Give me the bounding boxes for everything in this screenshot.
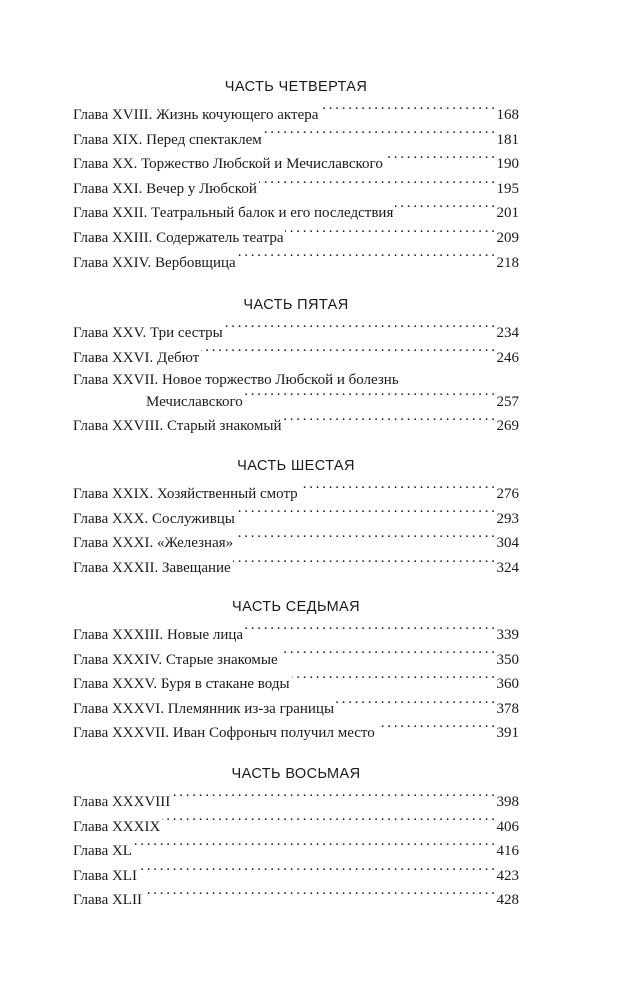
dot-leader	[172, 791, 494, 806]
dot-leader	[385, 153, 495, 168]
dot-leader	[283, 415, 494, 430]
dot-leader	[237, 508, 495, 523]
chapter-label: Глава XXXV. Буря в стакане воды	[73, 676, 290, 693]
page-number: 428	[496, 892, 519, 909]
toc-entry	[73, 648, 519, 673]
toc-entry	[73, 128, 519, 153]
toc-entry	[73, 251, 519, 276]
page-number: 168	[496, 107, 519, 123]
page-number: 391	[496, 725, 519, 742]
chapter-label: Глава XXV. Три сестры	[73, 325, 223, 341]
toc-entry	[73, 201, 519, 226]
toc-entry	[73, 790, 519, 815]
part-4-section	[73, 76, 519, 275]
toc-entry	[73, 888, 519, 913]
toc-entry	[73, 177, 519, 202]
toc-entry	[73, 346, 519, 371]
page-number: 195	[496, 180, 519, 197]
toc-entry	[73, 152, 519, 177]
toc-entry	[73, 721, 519, 746]
dot-leader	[201, 347, 494, 362]
toc-entry	[73, 672, 519, 697]
part-title: ЧАСТЬ ВОСЬМАЯ	[231, 766, 361, 782]
dot-leader	[235, 532, 494, 547]
toc-entry	[73, 623, 519, 648]
chapter-label: Глава XXIX. Хозяйственный смотр	[73, 486, 298, 502]
page-number: 339	[496, 627, 519, 643]
dot-leader	[377, 722, 495, 737]
chapter-label: Глава XXVI. Дебют	[73, 349, 200, 366]
page-number: 416	[496, 843, 519, 860]
chapter-label: Глава XL	[73, 843, 132, 860]
part-title: ЧАСТЬ СЕДЬМАЯ	[232, 599, 360, 615]
part-title: ЧАСТЬ ЧЕТВЕРТАЯ	[224, 79, 368, 95]
dot-leader	[245, 391, 495, 406]
chapter-label: Глава XXX. Сослуживцы	[73, 510, 235, 527]
chapter-label: Глава XXXVIII	[73, 794, 171, 810]
dot-leader	[233, 557, 495, 572]
chapter-label: Глава XXXIV. Старые знакомые	[73, 651, 278, 668]
part-8-section	[73, 763, 519, 913]
dot-leader	[139, 865, 495, 880]
chapter-label: Глава XXII. Театральный балок и его последствия	[73, 205, 394, 222]
dot-leader	[225, 322, 495, 337]
page-number: 423	[496, 867, 519, 884]
dot-leader	[280, 649, 495, 664]
dot-leader	[144, 889, 495, 904]
toc-entry	[73, 321, 519, 346]
toc-entry	[73, 815, 519, 840]
page-number: 398	[496, 794, 519, 810]
chapter-label: Глава XXXVII. Иван Софроныч получил место	[73, 725, 375, 742]
part-title: ЧАСТЬ ПЯТАЯ	[243, 297, 349, 313]
page-number: 181	[496, 131, 519, 148]
dot-leader	[300, 483, 495, 498]
toc-entry	[73, 507, 519, 532]
dot-leader	[134, 840, 495, 855]
toc-entry	[73, 414, 519, 439]
page-number: 246	[496, 349, 519, 366]
page-number: 276	[496, 486, 519, 502]
chapter-label: Глава XXXI. «Железная»	[73, 535, 234, 552]
chapter-label: Глава XXXIII. Новые лица	[73, 627, 244, 643]
toc-entry	[73, 556, 519, 581]
dot-leader	[162, 816, 494, 831]
chapter-label: Глава XXXII. Завещание	[73, 559, 231, 576]
page-number: 209	[496, 229, 519, 246]
chapter-label: Глава XXXVI. Племянник из-за границы	[73, 700, 335, 717]
page-number: 218	[496, 254, 519, 271]
page-number: 201	[496, 205, 519, 222]
page-number: 360	[496, 676, 519, 693]
dot-leader	[238, 252, 495, 267]
part-6-section	[73, 455, 519, 580]
page-number: 257	[496, 394, 519, 411]
dot-leader	[320, 104, 494, 119]
dot-leader	[336, 698, 494, 713]
chapter-label: Глава XLII	[73, 892, 142, 909]
page-number: 269	[496, 418, 519, 435]
toc-entry	[73, 531, 519, 556]
page-number: 406	[496, 818, 519, 835]
page-number: 234	[496, 325, 519, 341]
chapter-label: Глава XXIII. Содержатель театра	[73, 229, 284, 246]
part-title: ЧАСТЬ ШЕСТАЯ	[237, 458, 355, 474]
chapter-label: Глава XXIV. Вербовщица	[73, 254, 236, 271]
chapter-label: Глава XLI	[73, 867, 137, 884]
page-number: 304	[496, 535, 519, 552]
chapter-label: Глава XIX. Перед спектаклем	[73, 131, 262, 148]
part-5-section	[73, 294, 519, 439]
chapter-label-continuation: Мечиславского	[146, 394, 243, 411]
dot-leader	[292, 673, 495, 688]
page-number: 378	[496, 700, 519, 717]
page-number: 350	[496, 651, 519, 668]
chapter-label: Глава XX. Торжество Любской и Мечиславского	[73, 156, 383, 173]
dot-leader	[264, 129, 495, 144]
toc-entry	[73, 226, 519, 251]
dot-leader	[395, 202, 494, 217]
dot-leader	[245, 624, 494, 639]
toc-entry	[73, 839, 519, 864]
dot-leader	[259, 178, 495, 193]
chapter-label: Глава XXI. Вечер у Любской	[73, 180, 257, 197]
chapter-label: Глава XVIII. Жизнь кочующего актера	[73, 107, 319, 123]
toc-entry	[73, 103, 519, 128]
page-number: 324	[496, 559, 519, 576]
chapter-label: Глава XXVIII. Старый знакомый	[73, 418, 282, 435]
page-number: 190	[496, 156, 519, 173]
part-7-section	[73, 596, 519, 746]
toc-entry	[73, 370, 519, 414]
chapter-label: Глава XXXIX	[73, 818, 161, 835]
toc-entry	[73, 864, 519, 889]
chapter-label: Глава XXVII. Новое торжество Любской и болезнь	[73, 372, 399, 389]
page-number: 293	[496, 510, 519, 527]
dot-leader	[285, 227, 494, 242]
toc-entry	[73, 482, 519, 507]
toc-entry	[73, 697, 519, 722]
